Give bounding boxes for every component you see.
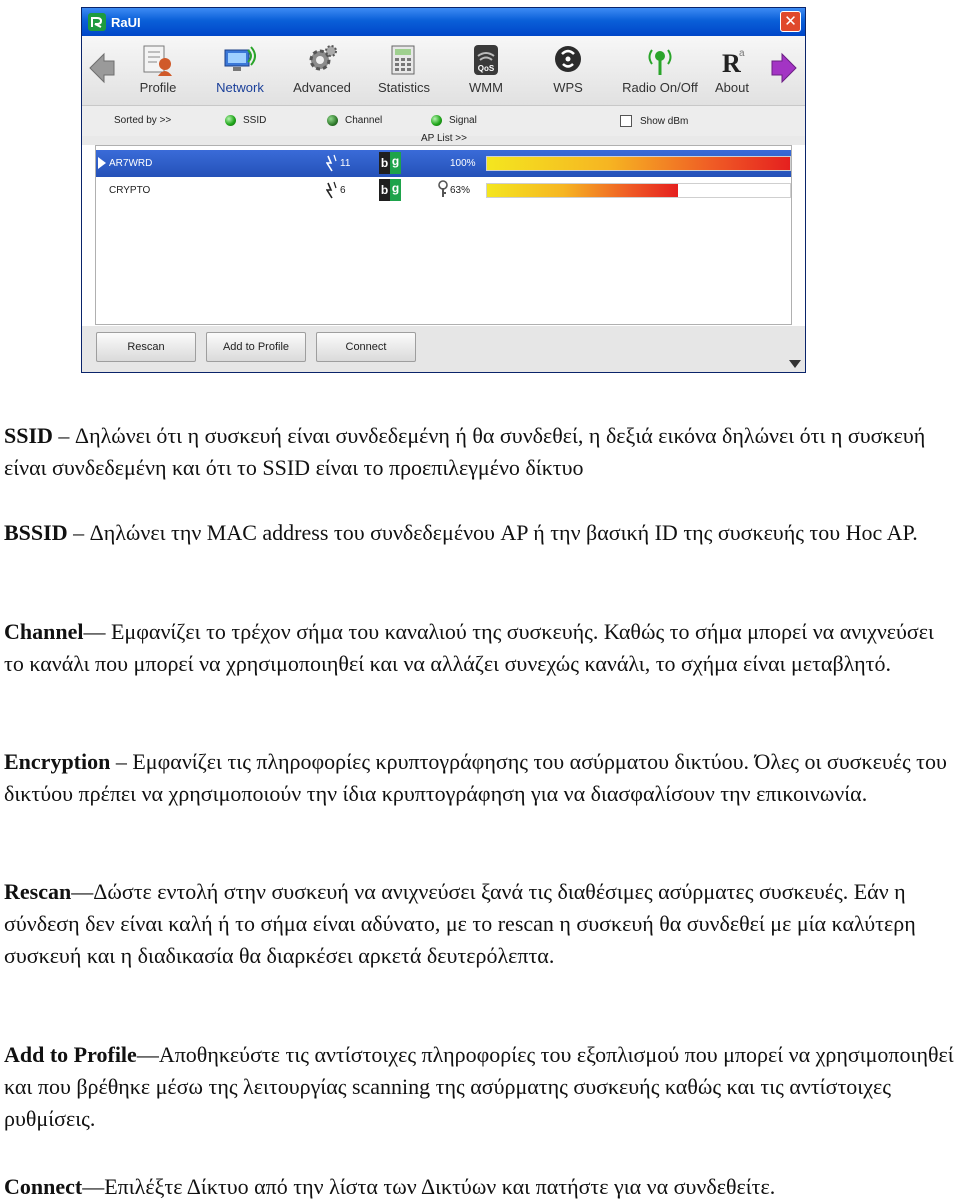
toolbar-profile-button[interactable] [126, 42, 190, 102]
toolbar-about-button[interactable] [700, 42, 764, 102]
toolbar-label: Network [216, 80, 264, 95]
toolbar-statistics-button[interactable] [372, 42, 436, 102]
toolbar-advanced-button[interactable] [290, 42, 354, 102]
profile-icon [141, 42, 175, 78]
window-title: RaUI [111, 14, 141, 30]
ap-signal-percent: 63% [450, 185, 471, 196]
advanced-icon [304, 42, 340, 78]
encryption-paragraph [4, 746, 959, 810]
about-icon [714, 42, 750, 78]
title-bar[interactable] [82, 8, 805, 36]
checkbox-box [620, 115, 632, 127]
toolbar-label: WPS [553, 80, 583, 95]
encryption-term: Encryption [4, 749, 111, 774]
encryption-description: – Εμφανίζει τις πληροφορίες κρυπτογράφησης του ασύρματου δικτύου. Όλες οι συσκευές του δικτύου πρέπει να χρησιμοποιούν την ίδια κρυπτογράφηση για να διασφαλίσουν την επικοινωνία. [4, 749, 947, 806]
connect-term: Connect [4, 1174, 83, 1199]
rescan-paragraph [4, 876, 959, 972]
toolbar-label: Advanced [293, 80, 351, 95]
toolbar-label: WMM [469, 80, 503, 95]
add-to-profile-description: —Αποθηκεύστε τις αντίστοιχες πληροφορίες του εξοπλισμού που μπορεί να χρησιμοποιηθεί και που βρέθηκε μέσω της λειτουργίας scanning της ασύρματης συσκευής καθώς και τις αντίστοιχες ρυθμίσεις. [4, 1042, 954, 1131]
toolbar-label: Radio On/Off [622, 80, 698, 95]
mode-b-badge: b [379, 179, 390, 201]
toolbar-label: About [715, 80, 749, 95]
channel-term: Channel [4, 619, 84, 644]
signal-strength-fill [487, 157, 790, 170]
ssid-term: SSID [4, 423, 53, 448]
svg-text:R: R [722, 49, 741, 78]
ap-list-row[interactable] [96, 150, 791, 177]
encryption-key-icon [438, 180, 448, 198]
channel-signal-icon [326, 154, 338, 172]
add-to-profile-term: Add to Profile [4, 1042, 137, 1067]
signal-strength-fill [487, 184, 678, 197]
statistics-icon [386, 42, 422, 78]
ap-channel: 6 [340, 185, 346, 196]
connect-paragraph [4, 1171, 959, 1203]
sort-ssid-label: SSID [243, 115, 267, 126]
toolbar-radio-button[interactable] [618, 42, 702, 102]
wmm-qos-icon [468, 42, 504, 78]
toolbar-wps-button[interactable] [536, 42, 600, 102]
selected-row-marker-icon [98, 157, 106, 169]
sort-signal-option[interactable] [431, 115, 477, 126]
show-dbm-label: Show dBm [640, 115, 689, 127]
channel-signal-icon [326, 181, 338, 199]
ap-list-label: AP List >> [421, 133, 467, 144]
connect-description: —Επιλέξτε Δίκτυο από την λίστα των Δικτύων και πατήστε για να συνδεθείτε. [82, 1174, 776, 1199]
toolbar-label: Statistics [377, 80, 430, 95]
svg-text:a: a [739, 48, 745, 59]
connect-button[interactable]: Connect [316, 332, 416, 362]
radio-icon [225, 115, 236, 126]
toolbar [82, 36, 805, 106]
sort-channel-option[interactable] [327, 115, 382, 126]
bssid-description: – Δηλώνει την MAC address του συνδεδεμένου AP ή την βασική ID της συσκευής του Hoc AP. [67, 520, 918, 545]
ap-list [95, 145, 792, 325]
sort-bar [82, 106, 805, 136]
channel-paragraph [4, 616, 959, 680]
forward-arrow-icon[interactable] [770, 50, 798, 86]
sort-ssid-option[interactable] [225, 115, 266, 126]
toolbar-wmm-button[interactable] [454, 42, 518, 102]
add-to-profile-button[interactable]: Add to Profile [206, 332, 306, 362]
bssid-paragraph [4, 517, 959, 549]
mode-b-badge: b [379, 152, 390, 174]
show-dbm-checkbox[interactable] [620, 115, 688, 127]
expand-arrow-icon[interactable] [789, 360, 801, 368]
ap-list-header [82, 133, 805, 145]
ssid-description: – Δηλώνει ότι η συσκευή είναι συνδεδεμένη ή θα συνδεθεί, η δεξιά εικόνα δηλώνει ότι η συσκευή είναι συνδεδεμένη και ότι το SSID είναι το προεπιλεγμένο δίκτυο [4, 423, 926, 480]
ap-ssid: CRYPTO [109, 185, 151, 196]
sorted-by-label: Sorted by >> [114, 115, 172, 126]
rescan-term: Rescan [4, 879, 72, 904]
ap-signal-percent: 100% [450, 158, 476, 169]
button-bar [82, 326, 805, 372]
toolbar-label: Profile [139, 80, 177, 95]
bssid-term: BSSID [4, 520, 68, 545]
radio-icon [327, 115, 338, 126]
svg-text:QoS: QoS [477, 64, 495, 73]
back-arrow-icon[interactable] [88, 50, 116, 86]
ssid-paragraph [4, 420, 959, 484]
signal-strength-bar [486, 156, 791, 171]
wps-icon [550, 42, 586, 78]
channel-description: — Εμφανίζει το τρέχον σήμα του καναλιού της συσκευής. Καθώς το σήμα μπορεί να ανιχνεύσει το κανάλι που μπορεί να χρησιμοποιηθεί και να αλλάζει συνεχώς κανάλι, το σχήμα είναι μεταβλητό. [4, 619, 934, 676]
mode-g-badge: g [390, 179, 401, 201]
app-logo-icon [88, 13, 106, 31]
rescan-description: —Δώστε εντολή στην συσκευή να ανιχνεύσει ξανά τις διαθέσιμες ασύρματες συσκευές. Εάν η σύνδεση δεν είναι καλή ή το σήμα είναι αδύνατο, με το rescan η συσκευή θα συνδεθεί με μία καλύτερη συσκευή και η διαδικασία θα διαρκέσει αρκετά δευτερόλεπτα. [4, 879, 916, 968]
ap-list-row[interactable] [96, 177, 791, 204]
mode-g-badge: g [390, 152, 401, 174]
network-icon [222, 42, 258, 78]
close-button[interactable]: ✕ [780, 11, 801, 32]
sort-channel-label: Channel [345, 115, 383, 126]
ap-ssid: AR7WRD [109, 158, 153, 169]
toolbar-network-button[interactable] [208, 42, 272, 102]
rescan-button[interactable]: Rescan [96, 332, 196, 362]
ap-channel: 11 [340, 158, 351, 169]
raui-window [81, 7, 806, 373]
radio-icon [431, 115, 442, 126]
signal-strength-bar [486, 183, 791, 198]
sort-signal-label: Signal [449, 115, 477, 126]
add-to-profile-paragraph [4, 1039, 959, 1135]
radio-antenna-icon [642, 42, 678, 78]
